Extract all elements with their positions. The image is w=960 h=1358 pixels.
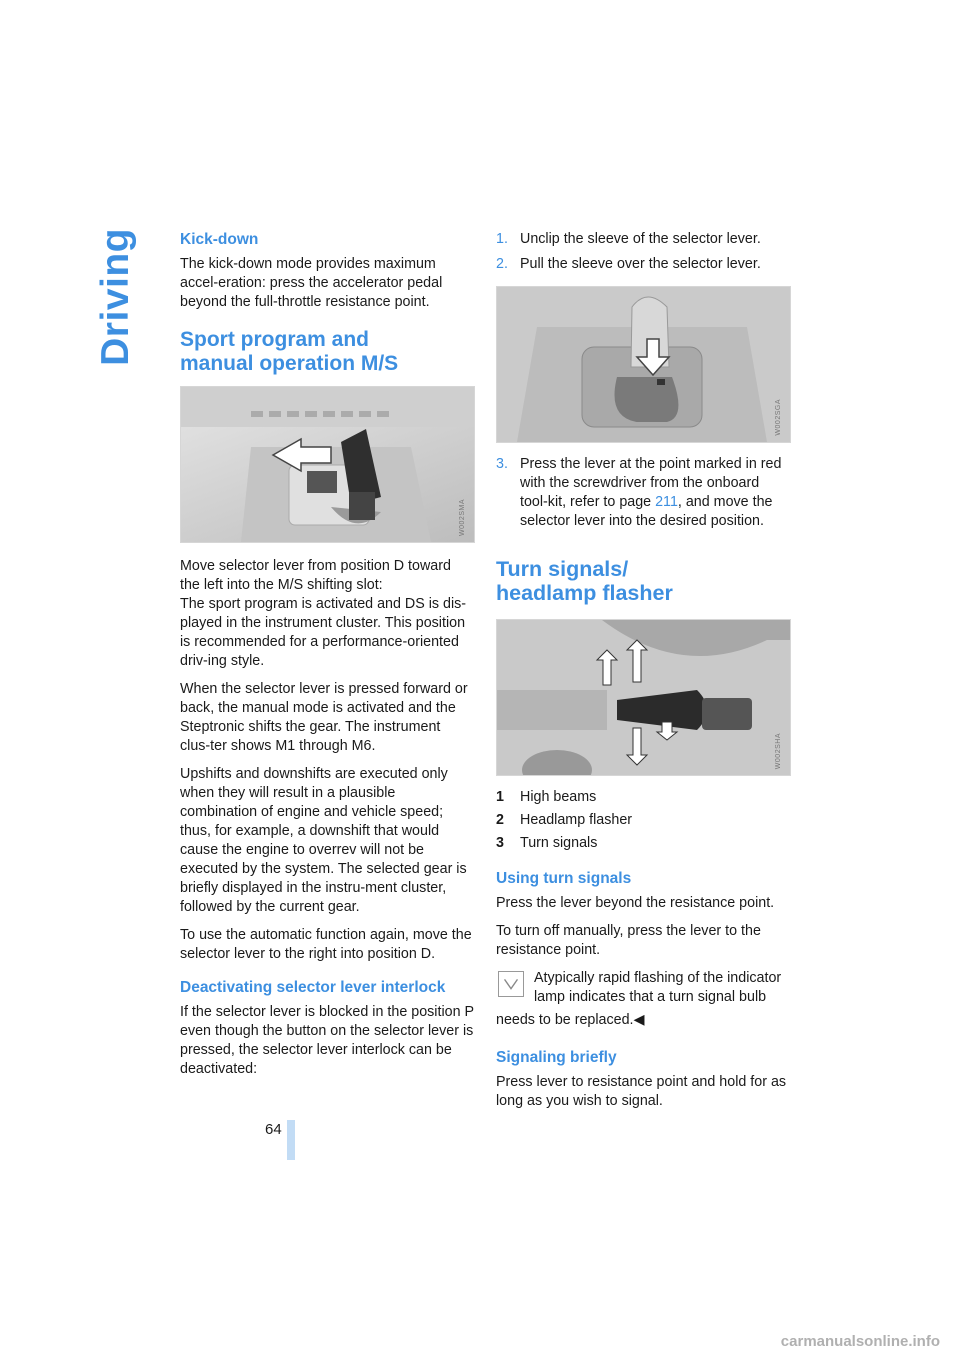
page-link[interactable]: 211 <box>655 494 678 510</box>
step-number: 1. <box>496 231 508 247</box>
watermark: carmanualsonline.info <box>780 1333 940 1350</box>
sport-heading-line1: Sport program and <box>180 328 370 351</box>
legend-item <box>496 811 790 830</box>
right-column <box>496 230 790 1120</box>
legend-item <box>496 788 790 807</box>
sleeve-figure <box>496 286 791 443</box>
figure-code: W002SHA <box>775 732 782 769</box>
note-block <box>496 969 790 1007</box>
figure-code: W002SMA <box>459 499 466 536</box>
turn-heading-line1: Turn signals/ <box>496 557 629 581</box>
page-marker-bar <box>287 1120 295 1160</box>
step-text <box>520 455 790 531</box>
signaling-briefly-text: Press lever to resistance point and hold for as long as you wish to signal. <box>496 1074 787 1109</box>
step-number: 3. <box>496 456 508 472</box>
legend-number: 1 <box>496 789 504 805</box>
step-text: Pull the sleeve over the selector lever. <box>520 256 761 272</box>
step-2 <box>496 255 790 274</box>
step-text-part: Press the lever at the point marked in red with the screwdriver from the onboard tool-kit, refer to page <box>520 456 782 510</box>
kickdown-text: The kick-down mode provides maximum accel-eration: press the accelerator pedal beyond the full-throttle resistance point. <box>180 256 443 310</box>
note-tail: needs to be replaced.◀ <box>496 1012 645 1028</box>
sport-p5: To use the automatic function again, move the selector lever to the right into position D. <box>180 927 472 962</box>
page-number: 64 <box>265 1121 282 1138</box>
turn-signal-illustration <box>497 620 790 775</box>
step-number: 2. <box>496 256 508 272</box>
selector-lever-illustration <box>181 387 474 542</box>
using-p2: To turn off manually, press the lever to the resistance point. <box>496 923 761 958</box>
sport-p2: The sport program is activated and DS is dis-played in the instrument cluster. This position is recommended for a performance-oriented driv-ing style. <box>180 596 467 669</box>
selector-lever-figure <box>180 386 475 543</box>
sport-heading-line2: manual operation M/S <box>180 352 399 375</box>
left-column <box>180 230 474 1088</box>
interlock-text: If the selector lever is blocked in the position P even though the button on the selector lever is pressed, the selector lever interlock can be deactivated: <box>180 1004 474 1077</box>
sleeve-illustration <box>497 287 790 442</box>
step-3 <box>496 455 790 531</box>
sport-p3: When the selector lever is pressed forward or back, the manual mode is activated and the Steptronic shifts the gear. The instrument clus-ter shows M1 through M6. <box>180 681 468 754</box>
interlock-heading: Deactivating selector lever interlock <box>180 979 446 996</box>
using-p1: Press the lever beyond the resistance point. <box>496 895 775 911</box>
kickdown-heading: Kick-down <box>180 231 259 248</box>
note-text: Atypically rapid flashing of the indicator lamp indicates that a turn signal bulb <box>534 970 782 1005</box>
step-1 <box>496 230 790 249</box>
note-arrow-icon <box>498 971 524 997</box>
using-turn-signals-heading: Using turn signals <box>496 870 632 887</box>
step-text: Unclip the sleeve of the selector lever. <box>520 231 761 247</box>
sport-p4: Upshifts and downshifts are executed only when they will result in a plausible combination of engine and vehicle speed; thus, for example, a downshift that would cause the engine to overrev will not be executed by the system. The selected gear is briefly displayed in the instru-ment cluster, followed by the current gear. <box>180 766 467 915</box>
legend-item <box>496 834 790 853</box>
signaling-briefly-heading: Signaling briefly <box>496 1049 617 1066</box>
section-tab: Driving <box>94 228 137 366</box>
legend-number: 3 <box>496 835 504 851</box>
step-text-part: , and move the selector lever into the desired position. <box>520 494 773 529</box>
turn-signal-figure <box>496 619 791 776</box>
legend-text: Headlamp flasher <box>520 812 633 828</box>
sport-p1: Move selector lever from position D toward the left into the M/S shifting slot: <box>180 558 451 593</box>
figure-code: W002SGA <box>775 399 782 436</box>
turn-heading-line2: headlamp flasher <box>496 581 673 605</box>
legend-text: High beams <box>520 789 597 805</box>
legend-text: Turn signals <box>520 835 598 851</box>
legend-number: 2 <box>496 812 504 828</box>
